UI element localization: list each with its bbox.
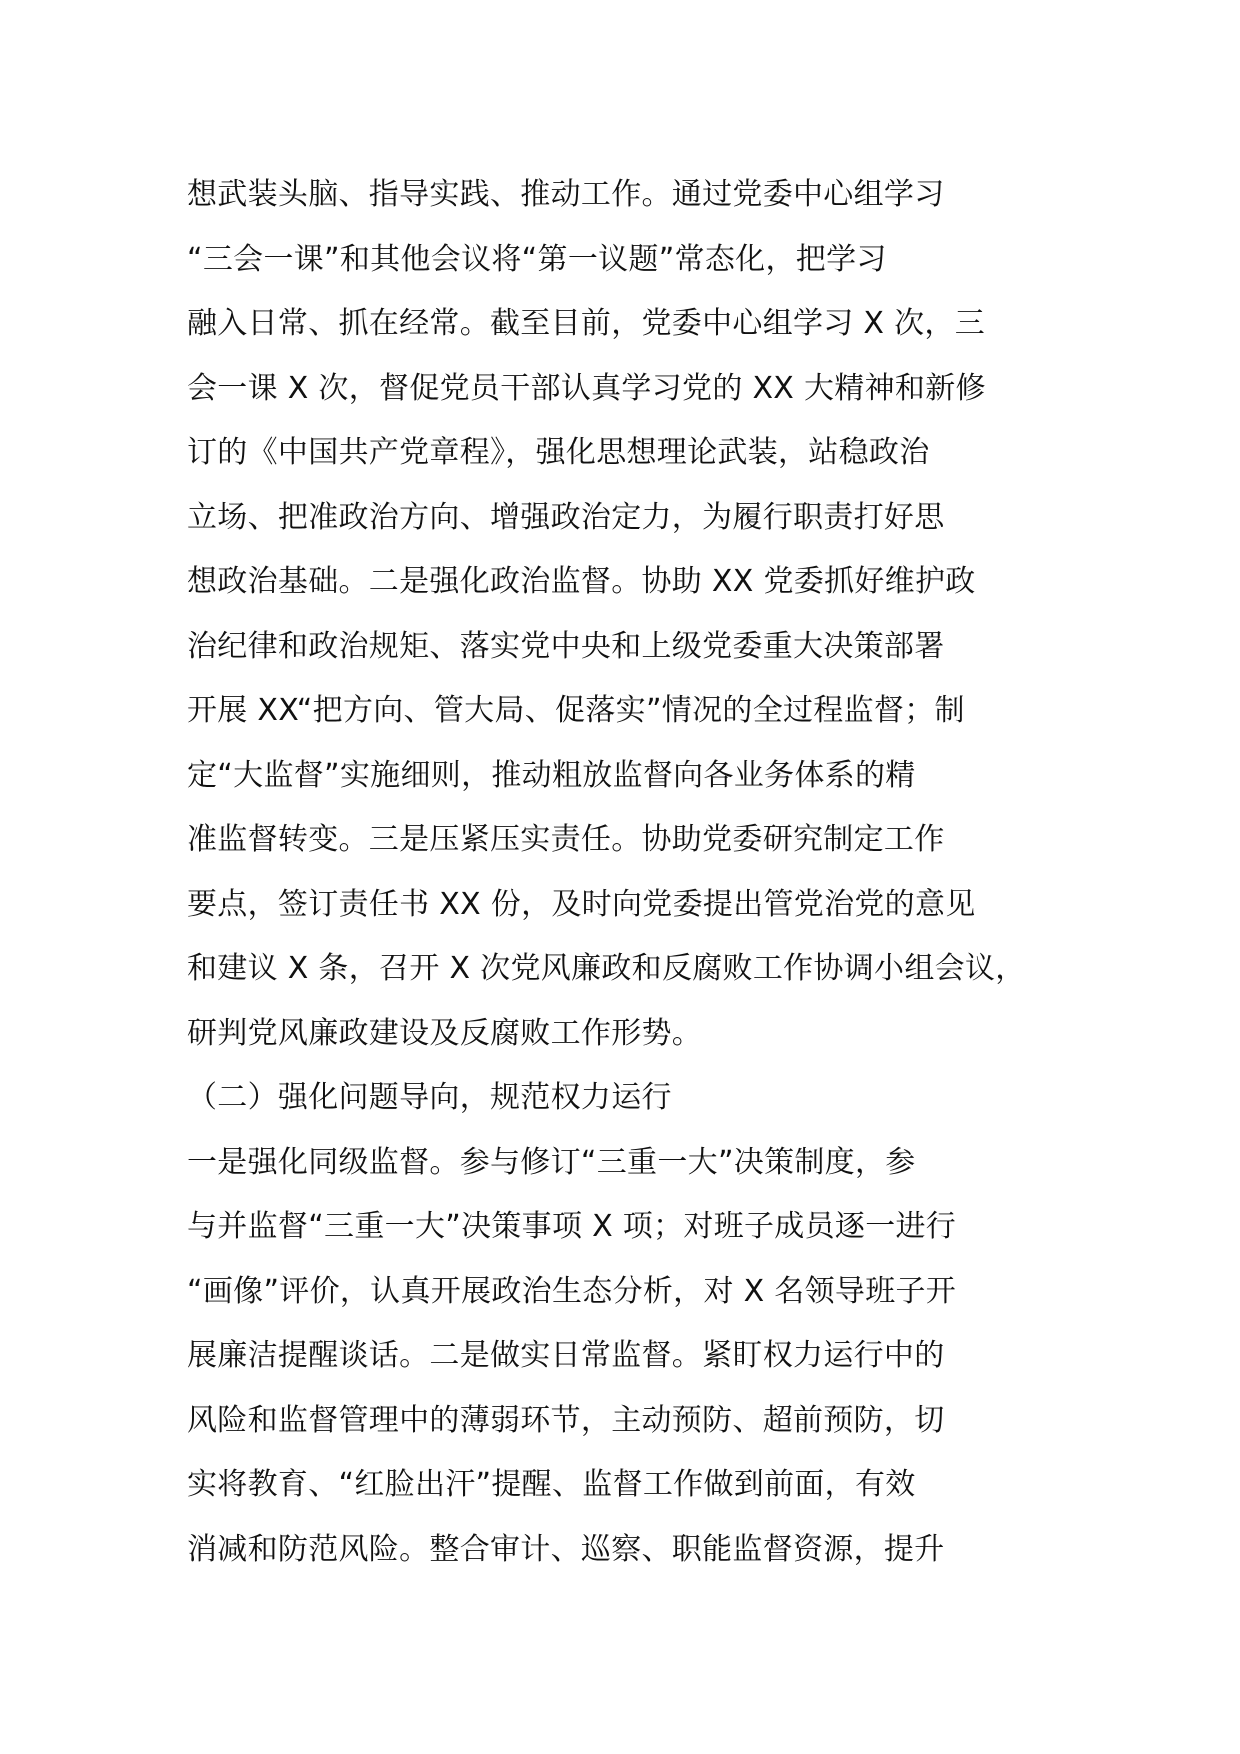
text-line: 会一课 X 次，督促党员干部认真学习党的 XX 大精神和新修: [187, 370, 986, 406]
text-line: 展廉洁提醒谈话。二是做实日常监督。紧盯权力运行中的: [187, 1338, 945, 1373]
text-line: 治纪律和政治规矩、落实党中央和上级党委重大决策部署: [187, 628, 945, 664]
text-line: 立场、把准政治方向、增强政治定力，为履行职责打好思: [187, 499, 945, 535]
body-text: [187, 163, 1087, 1582]
section-heading: （二）强化问题导向，规范权力运行: [187, 1080, 672, 1115]
text-line: 要点，签订责任书 XX 份，及时向党委提出管党治党的意见: [187, 886, 976, 922]
text-line: 定“大监督”实施细则，推动粗放监督向各业务体系的精: [187, 757, 916, 793]
text-line: 想武装头脑、指导实践、推动工作。通过党委中心组学习: [187, 177, 945, 212]
text-line: 想政治基础。二是强化政治监督。协助 XX 党委抓好维护政: [187, 564, 976, 599]
text-line: 融入日常、抓在经常。截至目前，党委中心组学习 X 次，三: [187, 306, 986, 341]
text-line: 消减和防范风险。整合审计、巡察、职能监督资源，提升: [187, 1531, 945, 1567]
text-line: “三会一课”和其他会议将“第一议题”常态化，把学习: [187, 241, 887, 277]
text-line: 一是强化同级监督。参与修订“三重一大”决策制度，参: [187, 1144, 916, 1180]
text-line: 订的《中国共产党章程》，强化思想理论武装，站稳政治: [187, 435, 930, 470]
text-line: 研判党风廉政建设及反腐败工作形势。: [187, 1015, 703, 1051]
text-line: 风险和监督管理中的薄弱环节，主动预防、超前预防，切: [187, 1402, 945, 1438]
text-line: 实将教育、“红脸出汗”提醒、监督工作做到前面，有效: [187, 1467, 916, 1502]
text-line: 和建议 X 条，召开 X 次党风廉政和反腐败工作协调小组会议，: [187, 951, 1026, 986]
text-line: 准监督转变。三是压紧压实责任。协助党委研究制定工作: [187, 822, 945, 857]
text-line: 与并监督“三重一大”决策事项 X 项；对班子成员逐一进行: [187, 1209, 957, 1244]
text-line: 开展 XX“把方向、管大局、促落实”情况的全过程监督；制: [187, 693, 965, 728]
text-line: “画像”评价，认真开展政治生态分析，对 X 名领导班子开: [187, 1273, 957, 1309]
